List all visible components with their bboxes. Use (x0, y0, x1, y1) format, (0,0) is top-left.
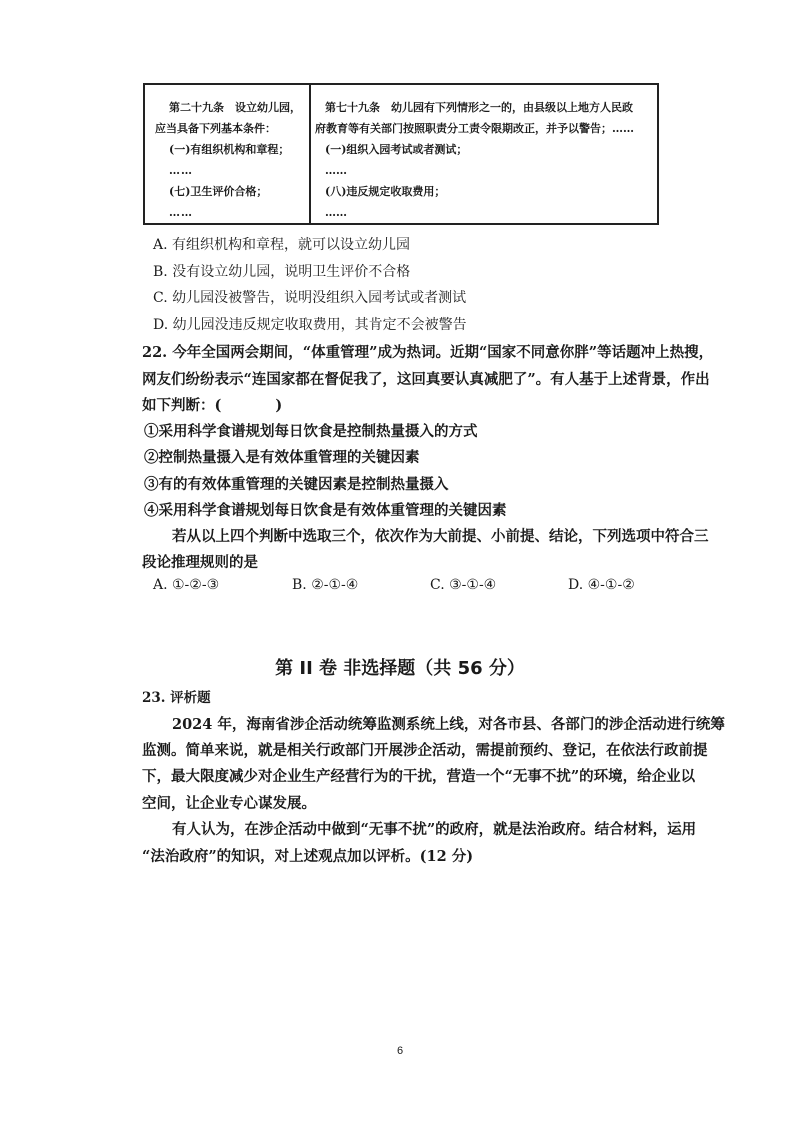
q22-option-a: A. ①-②-③ (153, 577, 220, 593)
q22-stem-line-3 (142, 394, 282, 415)
q22-stem-line-3-suffix: ) (275, 397, 283, 414)
article-29-ellipsis-2: …… (169, 206, 193, 219)
q22-option-d: D. ④-①-② (568, 577, 635, 593)
article-29-item-7: (七)卫生评价合格； (169, 185, 268, 198)
q22-judgment-1: ①采用科学食谱规划每日饮食是控制热量摄入的方式 (144, 423, 478, 440)
section-title: 第 II 卷 非选择题（共 56 分） (275, 658, 525, 679)
q23-para-1-line-4: 空间，让企业专心谋发展。 (142, 795, 316, 812)
q22-stem-line-1: 22. 今年全国两会期间，“体重管理”成为热词。近期“国家不同意你胖”等话题冲上热搜， (142, 344, 714, 361)
q22-option-c: C. ③-①-④ (430, 577, 497, 593)
q22-judgment-2: ②控制热量摄入是有效体重管理的关键因素 (144, 449, 420, 466)
q21-option-b: B. 没有设立幼儿园，说明卫生评价不合格 (153, 264, 411, 280)
q22-judgment-3: ③有的有效体重管理的关键因素是控制热量摄入 (144, 476, 449, 493)
article-79-heading: 第七十九条 幼儿园有下列情形之一的，由县级以上地方人民政 (325, 101, 633, 114)
q21-option-d: D. 幼儿园没违反规定收取费用，其肯定不会被警告 (153, 317, 467, 333)
law-article-29-cell (145, 85, 311, 223)
q22-stem-line-3-prefix: 如下判断：( (142, 397, 222, 414)
article-79-item-1: (一)组织入园考试或者测试； (325, 143, 468, 156)
article-29-ellipsis-1: …… (169, 164, 193, 177)
q23-para-2-line-2: “法治政府”的知识，对上述观点加以评析。(12 分) (142, 848, 474, 865)
q21-option-a: A. 有组织机构和章程，就可以设立幼儿园 (153, 237, 411, 253)
article-29-heading-cont: 应当具备下列基本条件： (155, 122, 276, 135)
article-29-item-1: (一)有组织机构和章程； (169, 143, 290, 156)
article-79-ellipsis-2: …… (325, 206, 347, 219)
q23-para-1-line-2: 监测。简单来说，就是相关行政部门开展涉企活动，需提前预约、登记，在依法行政前提 (142, 742, 708, 759)
q22-instruction-line-1: 若从以上四个判断中选取三个，依次作为大前提、小前提、结论，下列选项中符合三 (172, 528, 709, 545)
article-79-item-8: (八)违反规定收取费用； (325, 185, 446, 198)
article-79-heading-cont: 府教育等有关部门按照职责分工责令限期改正，并予以警告；…… (315, 122, 634, 135)
q23-para-2-line-1: 有人认为，在涉企活动中做到“无事不扰”的政府，就是法治政府。结合材料，运用 (172, 821, 697, 838)
q23-heading: 23. 评析题 (142, 690, 211, 706)
page-number: 6 (396, 1045, 404, 1057)
q22-option-b: B. ②-①-④ (292, 577, 359, 593)
article-29-heading: 第二十九条 设立幼儿园， (169, 101, 301, 114)
q23-para-1-line-3: 下，最大限度减少对企业生产经营行为的干扰，营造一个“无事不扰”的环境，给企业以 (142, 768, 696, 785)
q21-option-c: C. 幼儿园没被警告，说明没组织入园考试或者测试 (153, 290, 467, 306)
q23-para-1-line-1: 2024 年，海南省涉企活动统筹监测系统上线，对各市县、各部门的涉企活动进行统筹 (172, 716, 725, 733)
law-article-79-cell (311, 85, 657, 223)
q22-instruction-line-2: 段论推理规则的是 (142, 554, 258, 571)
article-79-ellipsis-1: …… (325, 164, 347, 177)
q22-stem-line-2: 网友们纷纷表示“连国家都在督促我了，这回真要认真减肥了”。有人基于上述背景，作出 (142, 371, 710, 388)
q22-judgment-4: ④采用科学食谱规划每日饮食是有效体重管理的关键因素 (144, 502, 507, 519)
law-comparison-table (143, 83, 659, 225)
